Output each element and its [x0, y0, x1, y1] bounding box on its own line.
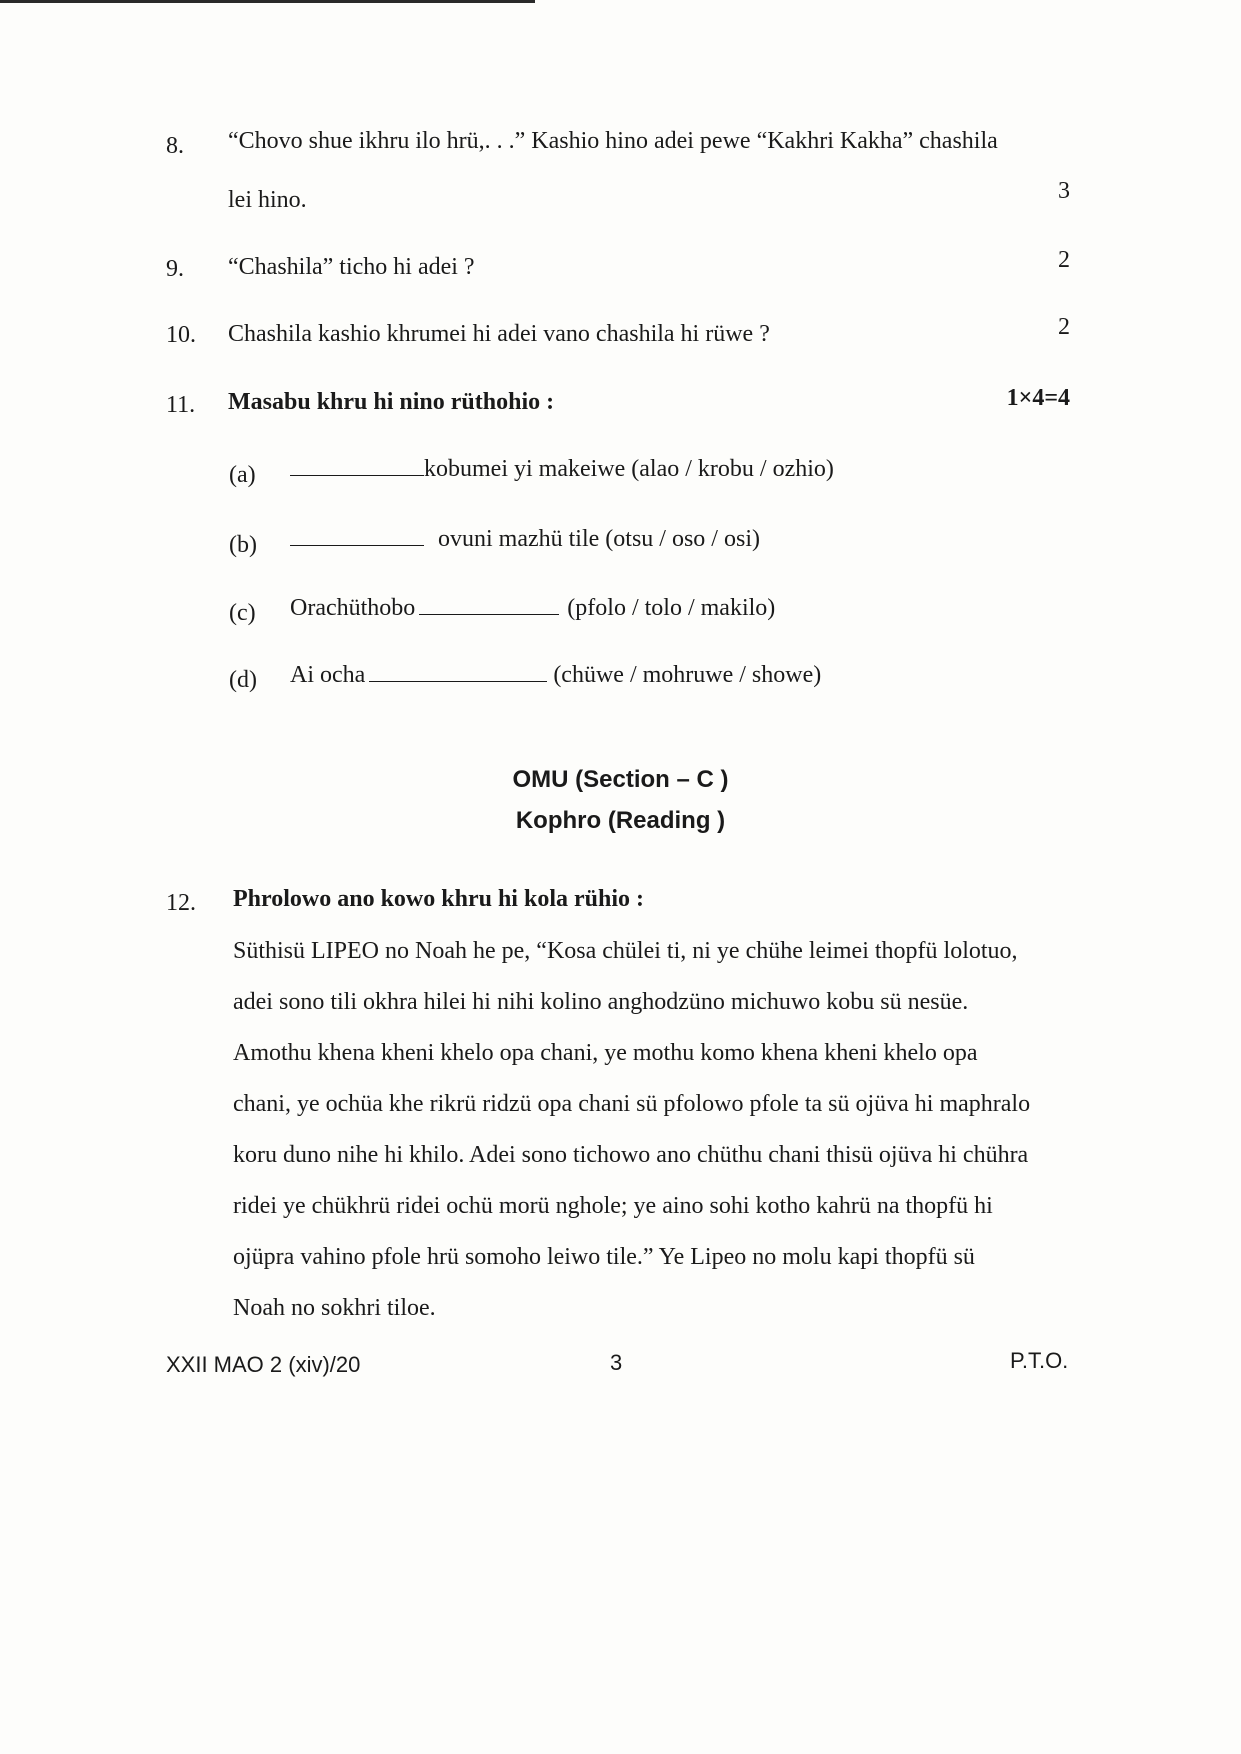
question-10-text: Chashila kashio khrumei hi adei vano chashila hi rüwe ?: [228, 321, 770, 347]
fill-in-label: (b): [229, 532, 257, 558]
fill-in-item-c: [290, 595, 775, 622]
fill-in-label: (d): [229, 667, 257, 693]
fill-in-item-b: [290, 526, 760, 553]
fill-in-after: (pfolo / tolo / makilo): [567, 595, 776, 621]
section-subtitle: Kophro (Reading ): [515, 807, 726, 834]
passage-line: Süthisü LIPEO no Noah he pe, “Kosa chülei ti, ni ye chühe leimei thopfü lolotuo,: [233, 938, 1018, 964]
fill-in-before: Ai ocha: [290, 662, 366, 688]
top-rule: [0, 0, 535, 3]
reading-passage: [233, 926, 1077, 1334]
fill-in-after: (chüwe / mohruwe / showe): [553, 662, 822, 688]
fill-in-label: (c): [229, 600, 256, 626]
question-9-marks: 2: [1058, 247, 1070, 273]
please-turn-over: P.T.O.: [1010, 1348, 1069, 1373]
fill-in-after: kobumei yi makeiwe (alao / krobu / ozhio): [424, 456, 834, 482]
question-number: 9.: [166, 256, 184, 282]
fill-in-after: ovuni mazhü tile (otsu / oso / osi): [438, 526, 760, 552]
question-12-text: Phrolowo ano kowo khru hi kola rühio :: [233, 886, 644, 912]
question-8-text: “Chovo shue ikhru ilo hrü,. . .” Kashio hino adei pewe “Kakhri Kakha” chashila: [228, 128, 998, 154]
passage-line: ojüpra vahino pfole hrü somoho leiwo tile.” Ye Lipeo no molu kapi thopfü sü: [233, 1244, 975, 1270]
answer-blank: [290, 544, 424, 546]
paper-code: XXII MAO 2 (xiv)/20: [166, 1352, 361, 1377]
fill-in-item-a: [290, 456, 834, 483]
question-11-text: Masabu khru hi nino rüthohio :: [228, 389, 555, 415]
passage-line: Amothu khena kheni khelo opa chani, ye mothu komo khena kheni khelo opa: [233, 1040, 978, 1066]
fill-in-label: (a): [229, 462, 256, 488]
passage-line: adei sono tili okhra hilei hi nihi kolino anghodzüno michuwo kobu sü nesüe.: [233, 989, 969, 1015]
section-title: OMU (Section – C ): [512, 766, 729, 793]
question-number: 10.: [166, 322, 196, 348]
passage-line: Noah no sokhri tiloe.: [233, 1295, 436, 1321]
question-number: 11.: [166, 392, 196, 418]
passage-line: ridei ye chükhrü ridei ochü morü nghole; ye aino sohi kotho kahrü na thopfü hi: [233, 1193, 993, 1219]
page-number: 3: [610, 1350, 623, 1375]
question-number: 8.: [166, 133, 184, 159]
passage-line: koru duno nihe hi khilo. Adei sono tichowo ano chüthu chani thisü ojüva hi chühra: [233, 1142, 1029, 1168]
question-9-text: “Chashila” ticho hi adei ?: [228, 254, 475, 280]
answer-blank: [369, 680, 547, 682]
question-10-marks: 2: [1058, 314, 1070, 340]
question-number: 12.: [166, 890, 196, 916]
passage-line: chani, ye ochüa khe rikrü ridzü opa chani sü pfolowo pfole ta sü ojüva hi maphralo: [233, 1091, 1031, 1117]
question-11-marks: 1×4=4: [1006, 385, 1070, 411]
fill-in-before: Orachüthobo: [290, 595, 416, 621]
fill-in-item-d: [290, 662, 821, 689]
question-8-marks: 3: [1058, 178, 1070, 204]
question-8-text-cont: lei hino.: [228, 187, 307, 213]
answer-blank: [290, 474, 424, 476]
answer-blank: [419, 613, 559, 615]
